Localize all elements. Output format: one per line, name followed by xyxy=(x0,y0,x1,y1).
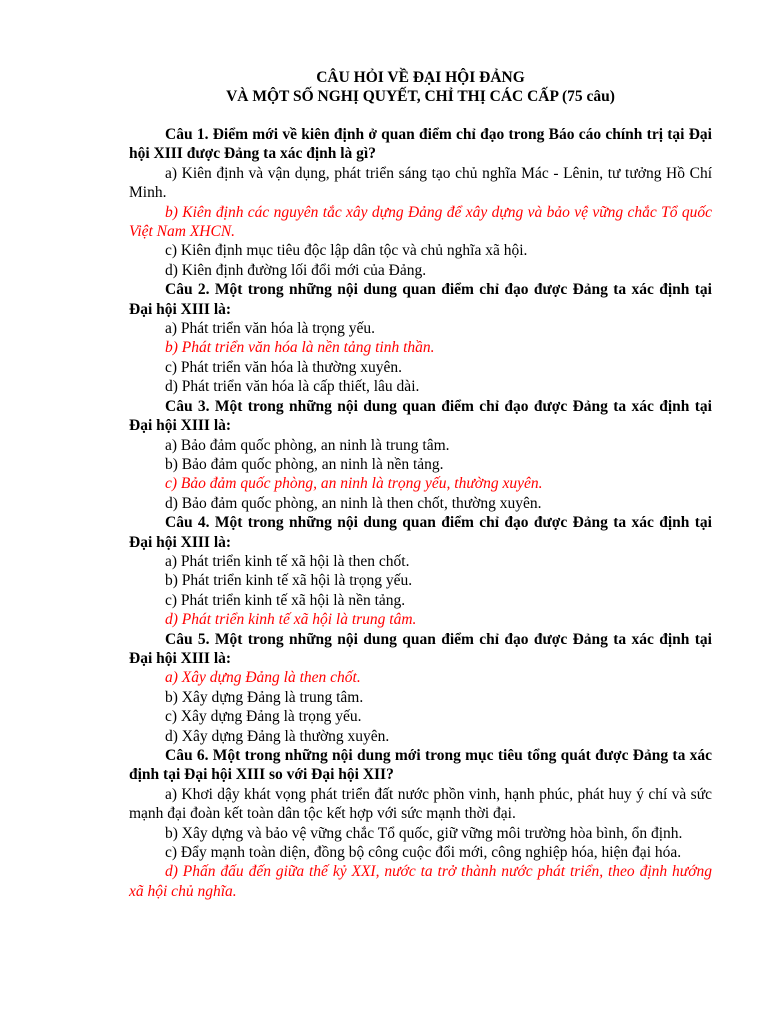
question-text: Câu 3. Một trong những nội dung quan điểm chỉ đạo được Đảng ta xác định tại Đại hội XIII là: xyxy=(129,397,712,435)
answer-option-b: b) Xây dựng và bảo vệ vững chắc Tổ quốc, giữ vững môi trường hòa bình, ổn định. xyxy=(165,824,683,842)
question-block-5 xyxy=(129,630,712,746)
answer-option-a: a) Kiên định và vận dụng, phát triển sáng tạo chủ nghĩa Mác - Lênin, tư tưởng Hồ Chí Minh. xyxy=(129,164,712,202)
answer-option-d: d) Xây dựng Đảng là thường xuyên. xyxy=(165,727,390,745)
question-block-6 xyxy=(129,746,712,901)
question-text: Câu 2. Một trong những nội dung quan điểm chỉ đạo được Đảng ta xác định tại Đại hội XIII là: xyxy=(129,281,712,318)
answer-option-b: b) Xây dựng Đảng là trung tâm. xyxy=(165,688,364,706)
answer-option-b-correct: b) Phát triển văn hóa là nền tảng tinh thần. xyxy=(165,339,435,357)
question-text: Câu 1. Điểm mới về kiên định ở quan điểm chỉ đạo trong Báo cáo chính trị tại Đại hội XIII được Đảng ta xác định là gì? xyxy=(129,126,712,163)
question-block-2 xyxy=(129,280,712,396)
answer-option-b-correct: b) Kiên định các nguyên tắc xây dựng Đảng để xây dựng và bảo vệ vững chắc Tổ quốc Việt Nam XHCN. xyxy=(129,203,712,241)
answer-option-a: a) Phát triển văn hóa là trọng yếu. xyxy=(165,320,376,338)
answer-option-d-correct: d) Phấn đấu đến giữa thế kỷ XXI, nước ta trở thành nước phát triển, theo định hướng xã hội chủ nghĩa. xyxy=(129,863,712,900)
answer-option-c: c) Phát triển kinh tế xã hội là nền tảng. xyxy=(165,591,406,609)
question-text: Câu 5. Một trong những nội dung quan điểm chỉ đạo được Đảng ta xác định tại Đại hội XIII là: xyxy=(129,630,712,667)
answer-option-c: c) Kiên định mục tiêu độc lập dân tộc và chủ nghĩa xã hội. xyxy=(165,242,528,260)
answer-option-c: c) Đẩy mạnh toàn diện, đồng bộ công cuộc đổi mới, công nghiệp hóa, hiện đại hóa. xyxy=(165,844,682,862)
document-title xyxy=(129,68,712,106)
answer-option-d: d) Phát triển văn hóa là cấp thiết, lâu dài. xyxy=(165,378,420,396)
answer-option-d: d) Bảo đảm quốc phòng, an ninh là then chốt, thường xuyên. xyxy=(165,494,542,512)
title-line-1: CÂU HỎI VỀ ĐẠI HỘI ĐẢNG xyxy=(316,69,525,86)
answer-option-a: a) Phát triển kinh tế xã hội là then chốt. xyxy=(165,552,410,570)
answer-option-b: b) Bảo đảm quốc phòng, an ninh là nền tảng. xyxy=(165,455,444,473)
question-block-4 xyxy=(129,513,712,629)
question-block-1 xyxy=(129,125,712,280)
answer-option-a: a) Bảo đảm quốc phòng, an ninh là trung tâm. xyxy=(165,436,450,454)
answer-option-d-correct: d) Phát triển kinh tế xã hội là trung tâm. xyxy=(165,611,417,629)
answer-option-c: c) Phát triển văn hóa là thường xuyên. xyxy=(165,358,402,376)
answer-option-d: d) Kiên định đường lối đổi mới của Đảng. xyxy=(165,261,427,279)
answer-option-c-correct: c) Bảo đảm quốc phòng, an ninh là trọng yếu, thường xuyên. xyxy=(165,475,543,493)
answer-option-a: a) Khơi dậy khát vọng phát triển đất nước phồn vinh, hạnh phúc, phát huy ý chí và sức mạnh đại đoàn kết toàn dân tộc kết hợp với sức mạnh thời đại. xyxy=(129,785,712,823)
answer-option-a-correct: a) Xây dựng Đảng là then chốt. xyxy=(165,669,361,687)
answer-option-c: c) Xây dựng Đảng là trọng yếu. xyxy=(165,708,362,726)
question-block-3 xyxy=(129,397,712,513)
answer-option-b: b) Phát triển kinh tế xã hội là trọng yếu. xyxy=(165,572,413,590)
question-text: Câu 6. Một trong những nội dung mới trong mục tiêu tổng quát được Đảng ta xác định tại Đại hội XIII so với Đại hội XII? xyxy=(129,747,712,784)
title-line-2: VÀ MỘT SỐ NGHỊ QUYẾT, CHỈ THỊ CÁC CẤP (75 câu) xyxy=(226,88,615,105)
question-text: Câu 4. Một trong những nội dung quan điểm chỉ đạo được Đảng ta xác định tại Đại hội XIII là: xyxy=(129,514,712,551)
